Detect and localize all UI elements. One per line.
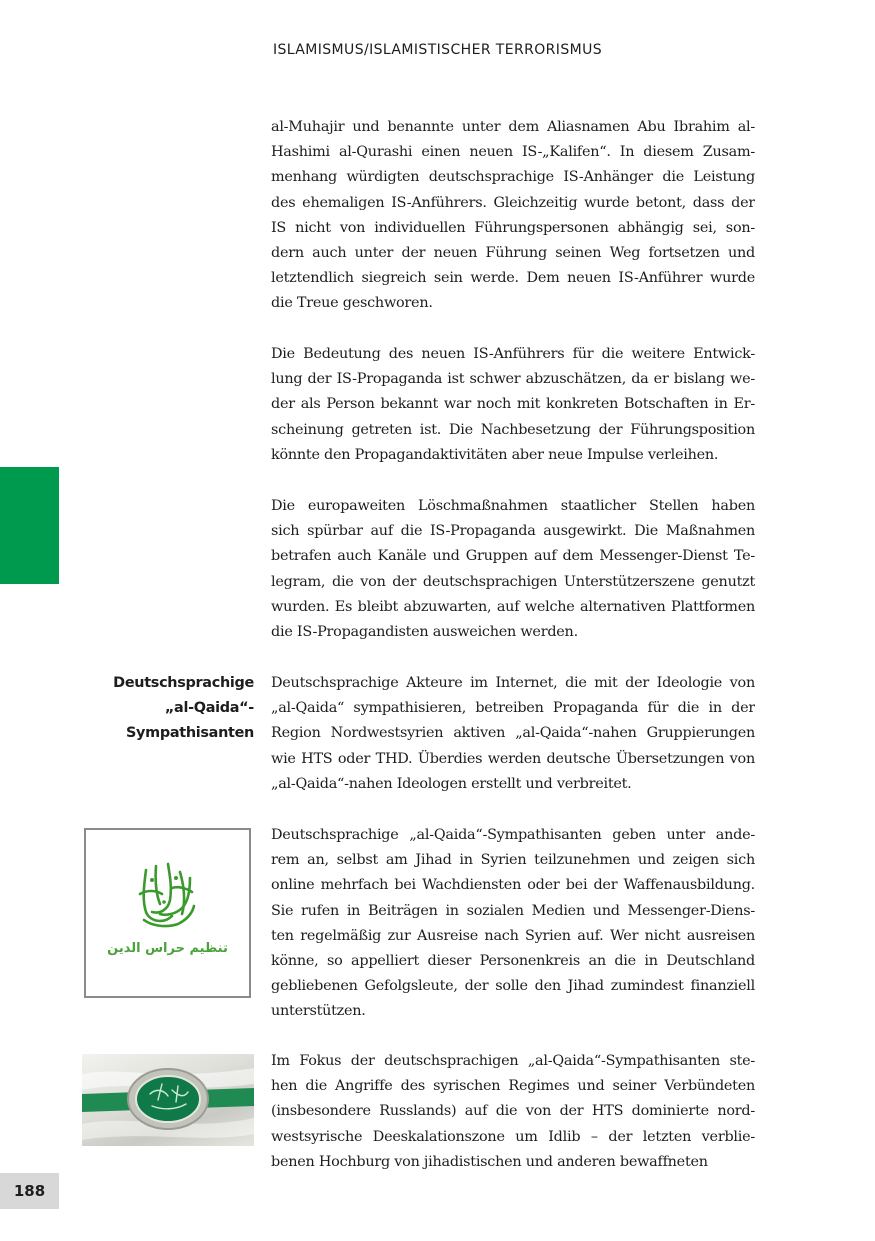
text-line: al-Muhajir und benannte unter dem Aliasnamen Abu Ibrahim al- [271,119,755,135]
text-line: Die europaweiten Löschmaßnahmen staatlicher Stellen haben [271,498,755,514]
body-paragraph-3 [271,494,755,645]
text-line: könne, so appelliert dieser Personenkreis an die in Deutschland [271,953,755,970]
text-line: „al-Qaida“ sympathisieren, betreiben Propaganda für die in der [271,700,755,717]
page-number: 188 [0,1173,59,1209]
text-line: wie HTS oder THD. Überdies werden deutsche Übersetzungen von [271,750,755,767]
section-color-tab [0,467,59,584]
text-line: hen die Angriffe des syrischen Regimes und seiner Verbündeten [271,1078,755,1095]
text-line: (insbesondere Russlands) auf die von der HTS dominierte nord- [271,1103,755,1120]
text-line: rem an, selbst am Jihad in Syrien teilzunehmen und zeigen sich [271,852,755,869]
text-line: Hashimi al-Qurashi einen neuen IS-„Kalifen“. In diesem Zusam- [271,144,755,161]
text-line: menhang würdigten deutschsprachige IS-Anhänger die Leistung [271,169,755,186]
text-line: Region Nordwestsyrien aktiven „al-Qaida“-nahen Gruppierungen [271,725,755,742]
text-line: benen Hochburg von jihadistischen und anderen bewaffneten [271,1153,708,1170]
text-line: IS nicht von individuellen Führungspersonen abhängig sei, son- [271,219,755,236]
text-line: die Treue geschworen. [271,295,433,312]
text-line: die IS-Propagandisten ausweichen werden. [271,624,578,641]
text-line: des ehemaligen IS-Anführers. Gleichzeitig wurde betont, dass der [271,194,755,211]
section-heading [85,671,254,747]
text-line: westsyrische Deeskalationszone um Idlib – der letzten verblie- [271,1128,755,1145]
calligraphy-logo-icon [86,830,249,996]
text-line: wurden. Es bleibt abzuwarten, auf welche alternativen Plattformen [271,598,755,615]
running-head-text: ISLAMISMUS/ISLAMISTISCHER TERRORISMUS [272,42,603,58]
text-line: Deutschsprachige „al-Qaida“-Sympathisanten geben unter ande- [271,827,755,843]
text-line: scheinung getreten ist. Die Nachbesetzung der Führungsposition [271,421,755,438]
flag-photo-image [82,1054,254,1146]
text-line: letztendlich siegreich sein werde. Dem neuen IS-Anführer wurde [271,270,755,287]
body-paragraph-4 [271,671,755,797]
text-line: der als Person bekannt war noch mit konkreten Botschaften in Er- [271,396,755,413]
text-line: unterstützen. [271,1003,366,1020]
heading-line: Sympathisanten [125,725,254,742]
body-paragraph-2 [271,342,755,468]
group-logo-image [84,828,251,998]
text-line: Sie rufen in Beiträgen in sozialen Medien und Messenger-Diens- [271,902,755,919]
text-line: Im Fokus der deutschsprachigen „al-Qaida“-Sympathisanten ste- [271,1053,755,1069]
running-head [0,42,875,58]
text-line: lung der IS-Propaganda ist schwer abzuschätzen, da er bislang we- [271,371,755,388]
text-line: online mehrfach bei Wachdiensten oder bei der Waffenausbildung. [271,877,755,894]
text-line: könnte den Propagandaktivitäten aber neue Impulse verleihen. [271,446,719,463]
text-line: gebliebenen Gefolgsleute, der solle den Jihad zumindest finanziell [271,978,755,995]
text-line: Deutschsprachige Akteure im Internet, die mit der Ideologie von [271,675,755,691]
heading-line: „al-Qaida“- [164,700,254,717]
flag-emblem-icon [82,1054,254,1146]
text-line: sich spürbar auf die IS-Propaganda ausgewirkt. Die Maßnahmen [271,523,755,540]
body-paragraph-6 [271,1049,755,1175]
text-line: legram, die von der deutschsprachigen Unterstützerszene genutzt [271,573,755,590]
text-line: „al-Qaida“-nahen Ideologen erstellt und verbreitet. [271,775,632,792]
text-line: betrafen auch Kanäle und Gruppen auf dem Messenger-Dienst Te- [271,548,755,565]
heading-line: Deutschsprachige [113,675,254,691]
text-line: dern auch unter der neuen Führung seinen Weg fortsetzen und [271,245,755,262]
body-paragraph-5 [271,823,755,1025]
text-line: ten regelmäßig zur Ausreise nach Syrien auf. Wer nicht ausreisen [271,927,755,944]
text-line: Die Bedeutung des neuen IS-Anführers für die weitere Entwick- [271,346,755,362]
body-paragraph-1 [271,115,755,317]
logo-caption: تنظيم حراس الدين [107,941,228,956]
